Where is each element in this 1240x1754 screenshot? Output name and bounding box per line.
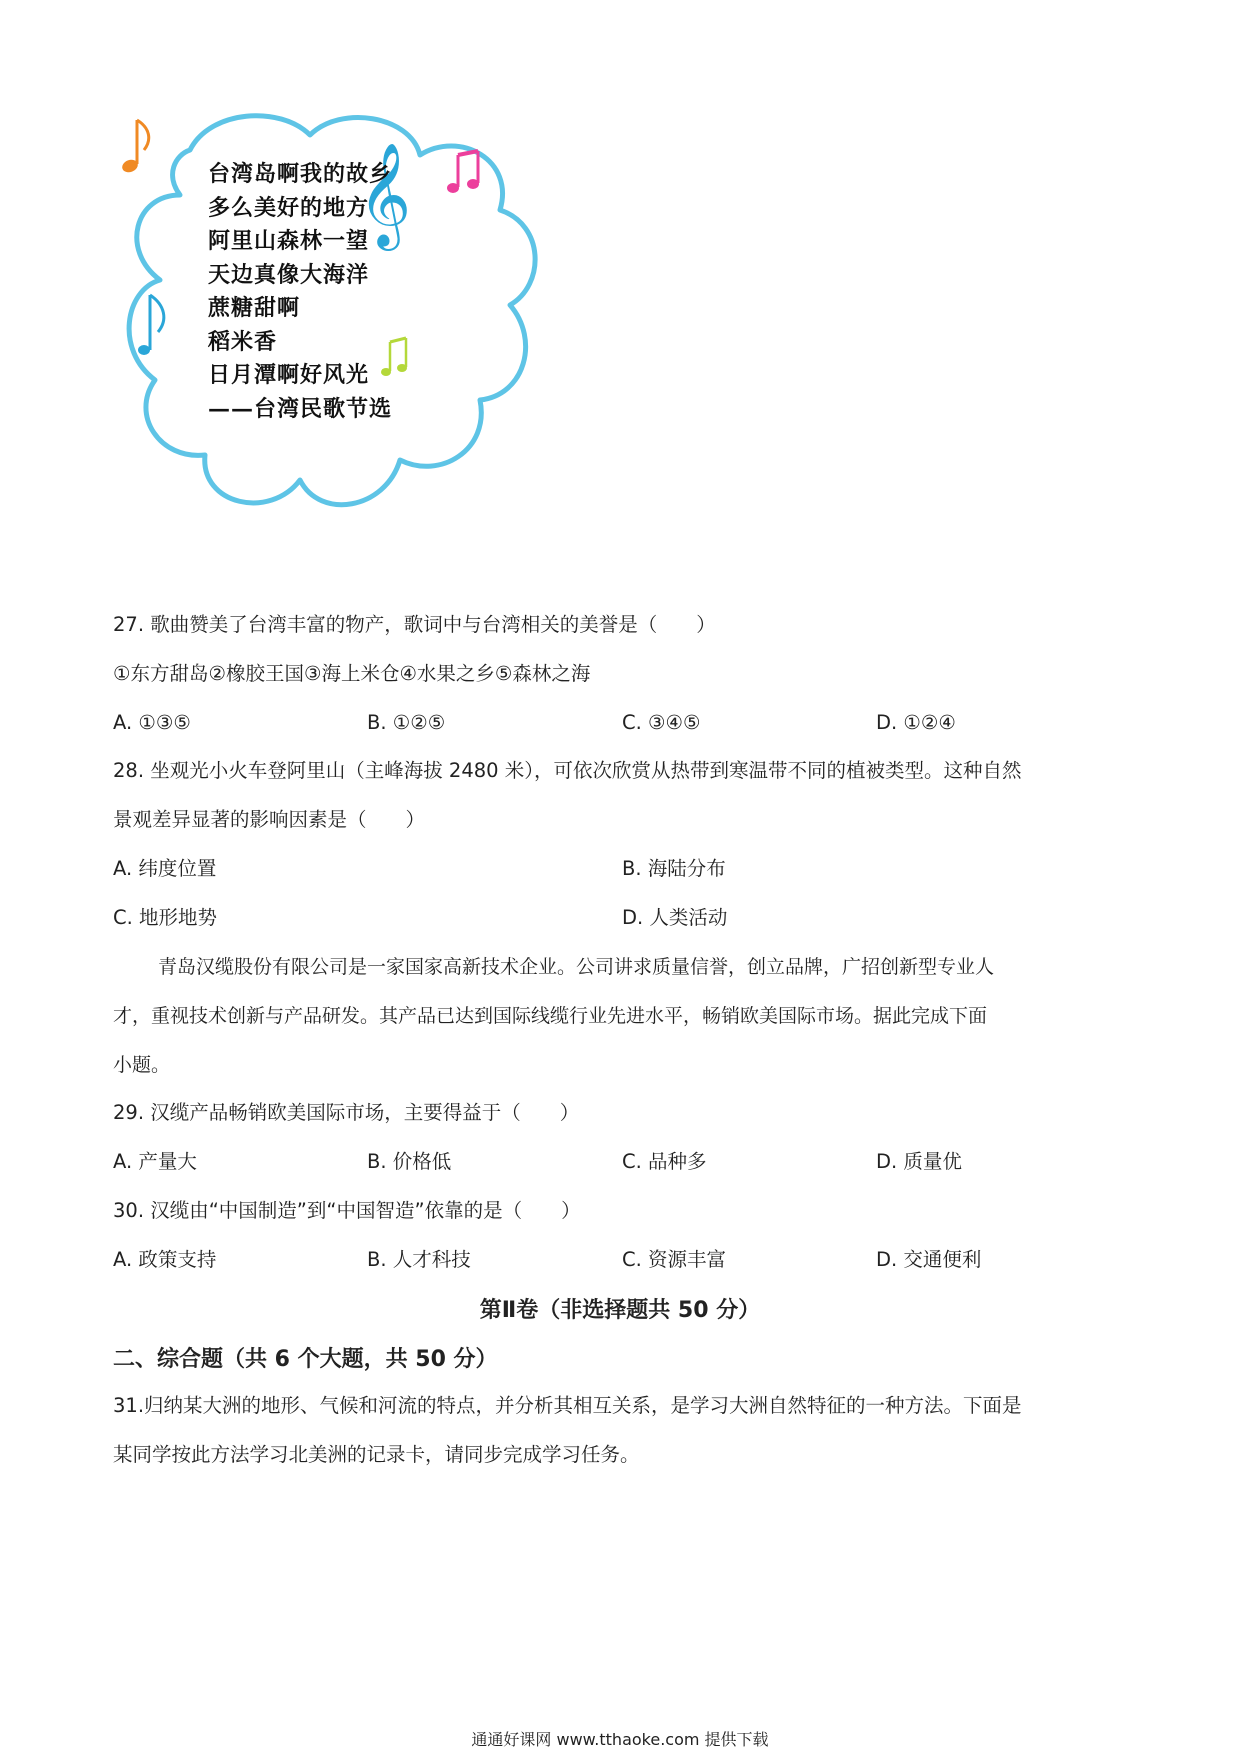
q28-option-c[interactable]: C. 地形地势 (113, 906, 218, 929)
volume-title: 第Ⅱ卷（非选择题共 50 分） (479, 1298, 761, 1323)
poem-line: 稻米香 (208, 328, 278, 355)
part-title: 二、综合题（共 6 个大题，共 50 分） (113, 1347, 498, 1372)
q27-option-b[interactable]: B. ①②⑤ (367, 711, 446, 734)
q28-stem-line-1: 28. 坐观光小火车登阿里山（主峰海拔 2480 米），可依次欣赏从热带到寒温带不同的植被类型。这种自然 (113, 759, 1022, 782)
poem-lyrics (208, 158, 528, 426)
q30-option-b[interactable]: B. 人才科技 (367, 1248, 471, 1271)
q27-items: ①东方甜岛②橡胶王国③海上米仓④水果之乡⑤森林之海 (113, 662, 591, 685)
poem-line: 蔗糖甜啊 (208, 295, 301, 321)
q27-option-c[interactable]: C. ③④⑤ (622, 711, 701, 734)
passage-line-1: 青岛汉缆股份有限公司是一家国家高新技术企业。公司讲求质量信誉，创立品牌，广招创新型专业人 (158, 956, 995, 978)
poem-line: 阿里山森林一望 (208, 228, 370, 254)
music-note-icon-orange (120, 120, 148, 174)
poem-line: 天边真像大海洋 (208, 261, 370, 288)
passage-line-3: 小题。 (113, 1054, 171, 1076)
q27-option-a[interactable]: A. ①③⑤ (113, 711, 191, 734)
poem-line: 多么美好的地方 (208, 194, 370, 221)
q28-option-d[interactable]: D. 人类活动 (622, 906, 728, 929)
q28-option-b[interactable]: B. 海陆分布 (622, 857, 726, 880)
q27-option-d[interactable]: D. ①②④ (876, 711, 956, 734)
passage-line-2: 才，重视技术创新与产品研发。其产品已达到国际线缆行业先进水平，畅销欧美国际市场。据此完成下面 (113, 1005, 988, 1027)
q28-stem-line-2: 景观差异显著的影响因素是（ ） (113, 808, 426, 831)
poem-line: ——台湾民歌节选 (208, 395, 393, 422)
poem-figure (120, 110, 570, 540)
footer-credit: 通通好课网 www.tthaoke.com 提供下载 (471, 1730, 769, 1749)
q30-stem: 30. 汉缆由“中国制造”到“中国智造”依靠的是（ ） (113, 1199, 581, 1222)
q27-stem: 27. 歌曲赞美了台湾丰富的物产，歌词中与台湾相关的美誉是（ ） (113, 613, 716, 636)
q28-option-a[interactable]: A. 纬度位置 (113, 857, 217, 880)
q30-option-a[interactable]: A. 政策支持 (113, 1248, 217, 1271)
q31-line-1: 31.归纳某大洲的地形、气候和河流的特点，并分析其相互关系，是学习大洲自然特征的一种方法。下面是 (113, 1394, 1022, 1417)
poem-line: 日月潭啊好风光 (208, 362, 370, 388)
q29-option-a[interactable]: A. 产量大 (113, 1150, 197, 1173)
q30-option-c[interactable]: C. 资源丰富 (622, 1248, 727, 1271)
q29-stem: 29. 汉缆产品畅销欧美国际市场，主要得益于（ ） (113, 1101, 580, 1124)
music-note-icon-blue (138, 295, 164, 355)
q29-option-d[interactable]: D. 质量优 (876, 1150, 962, 1173)
q29-option-c[interactable]: C. 品种多 (622, 1150, 707, 1173)
q30-option-d[interactable]: D. 交通便利 (876, 1248, 982, 1271)
q31-line-2: 某同学按此方法学习北美洲的记录卡，请同步完成学习任务。 (113, 1443, 640, 1466)
poem-line: 台湾岛啊我的故乡 (208, 161, 393, 187)
q29-option-b[interactable]: B. 价格低 (367, 1150, 452, 1173)
svg-text:𝄞: 𝄞 (358, 142, 412, 247)
